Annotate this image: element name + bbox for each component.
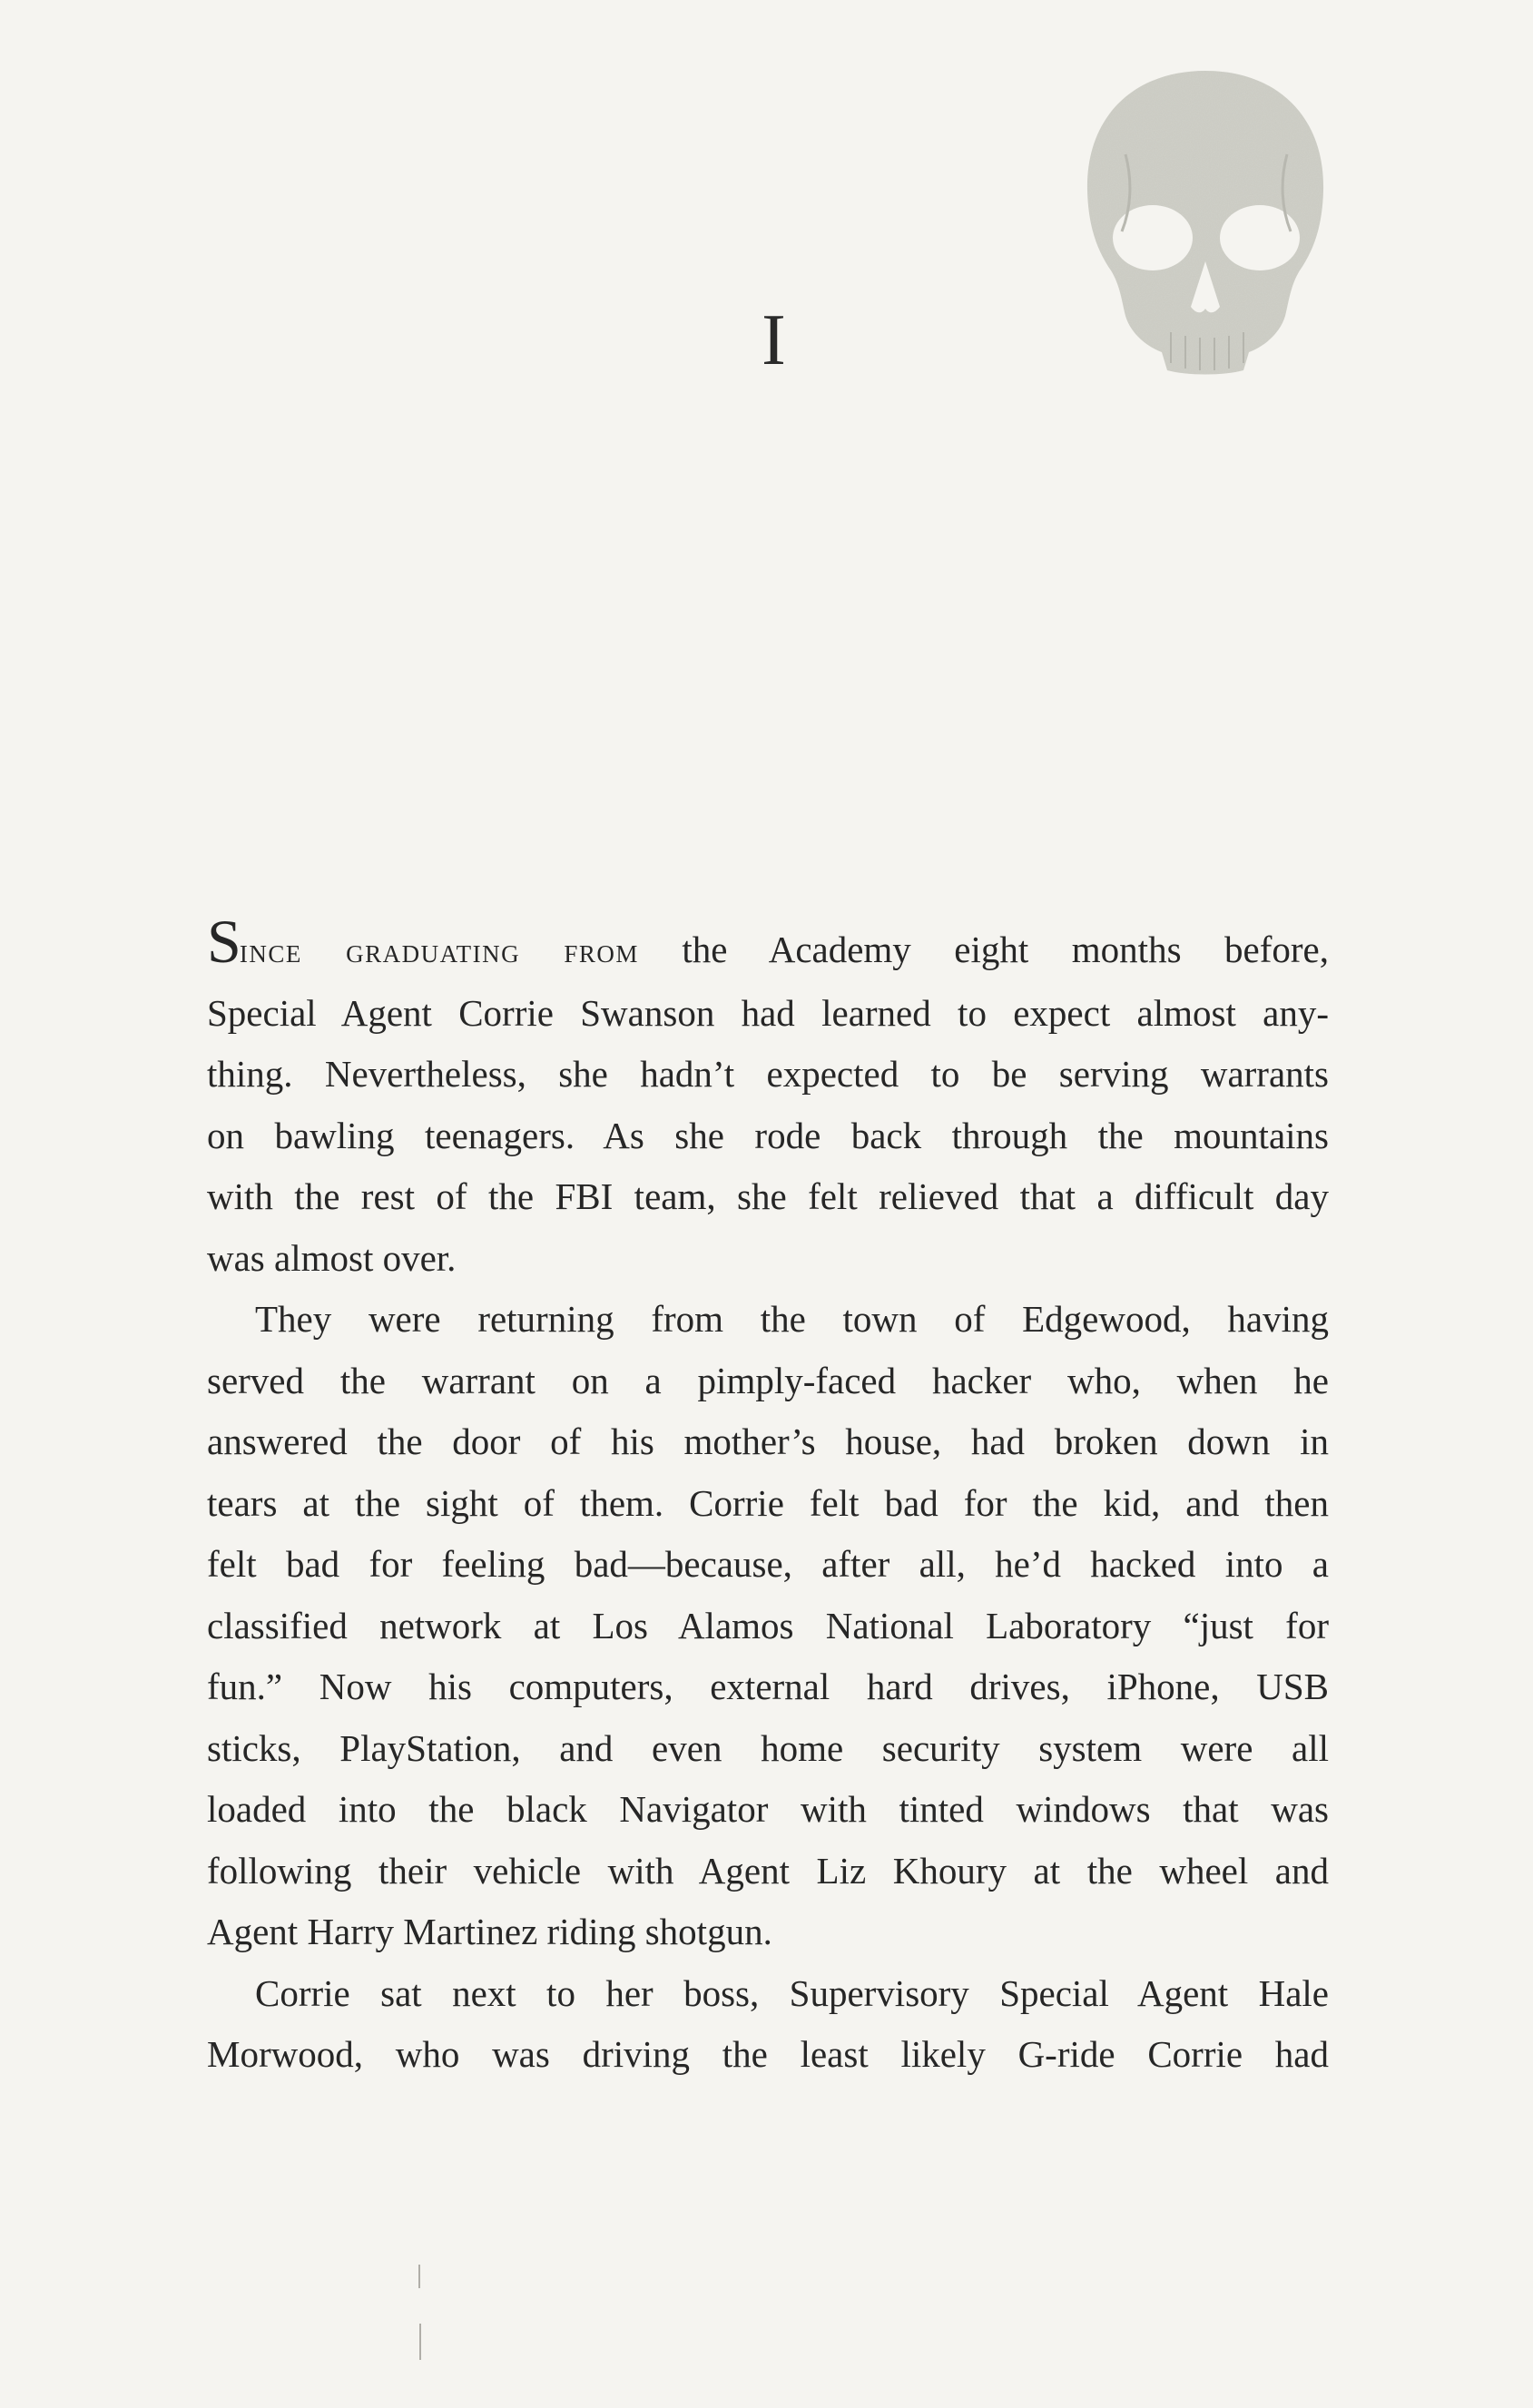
small-caps-lead: ince graduating from [239, 932, 639, 970]
text-line: They were returning from the town of Edgewood, having [255, 1298, 1329, 1340]
chapter-text [207, 907, 1329, 2086]
text-line: loaded into the black Navigator with tinted windows that was [207, 1788, 1329, 1830]
opening-line-rest: the Academy eight months before, [638, 929, 1329, 970]
text-line: was almost over. [207, 1236, 457, 1279]
paragraph-1 [207, 907, 1329, 1289]
text-line: Corrie sat next to her boss, Supervisory Special Agent Hale [255, 1971, 1329, 2014]
drop-cap: S [207, 907, 240, 976]
chapter-number: I [762, 300, 788, 380]
text-line: served the warrant on a pimply-faced hacker who, when he [207, 1359, 1329, 1401]
text-line: following their vehicle with Agent Liz Khoury at the wheel and [207, 1849, 1329, 1892]
text-line: answered the door of his mother’s house, had broken down in [207, 1420, 1329, 1462]
paragraph-2 [207, 1289, 1329, 1963]
text-line: Agent Harry Martinez riding shotgun. [207, 1911, 772, 1952]
text-line: Special Agent Corrie Swanson had learned to expect almost any- [207, 991, 1329, 1034]
text-line: with the rest of the FBI team, she felt relieved that a difficult day [207, 1175, 1329, 1217]
text-line: thing. Nevertheless, she hadn’t expected to be serving warrants [207, 1053, 1329, 1095]
text-line: tears at the sight of them. Corrie felt bad for the kid, and then [207, 1481, 1329, 1524]
text-line: sticks, PlayStation, and even home security system were all [207, 1726, 1329, 1769]
scan-mark [419, 2324, 421, 2360]
paragraph-3 [207, 1963, 1329, 2086]
text-line: felt bad for feeling bad—because, after all, he’d hacked into a [207, 1543, 1329, 1585]
text-line: classified network at Los Alamos National Laboratory “just for [207, 1604, 1329, 1646]
scan-mark [418, 2265, 420, 2288]
text-line: Morwood, who was driving the least likely G-ride Corrie had [207, 2033, 1329, 2075]
text-line: on bawling teenagers. As she rode back through the mountains [207, 1114, 1329, 1156]
opening-line [207, 907, 1329, 983]
text-line: fun.” Now his computers, external hard drives, iPhone, USB [207, 1666, 1329, 1707]
